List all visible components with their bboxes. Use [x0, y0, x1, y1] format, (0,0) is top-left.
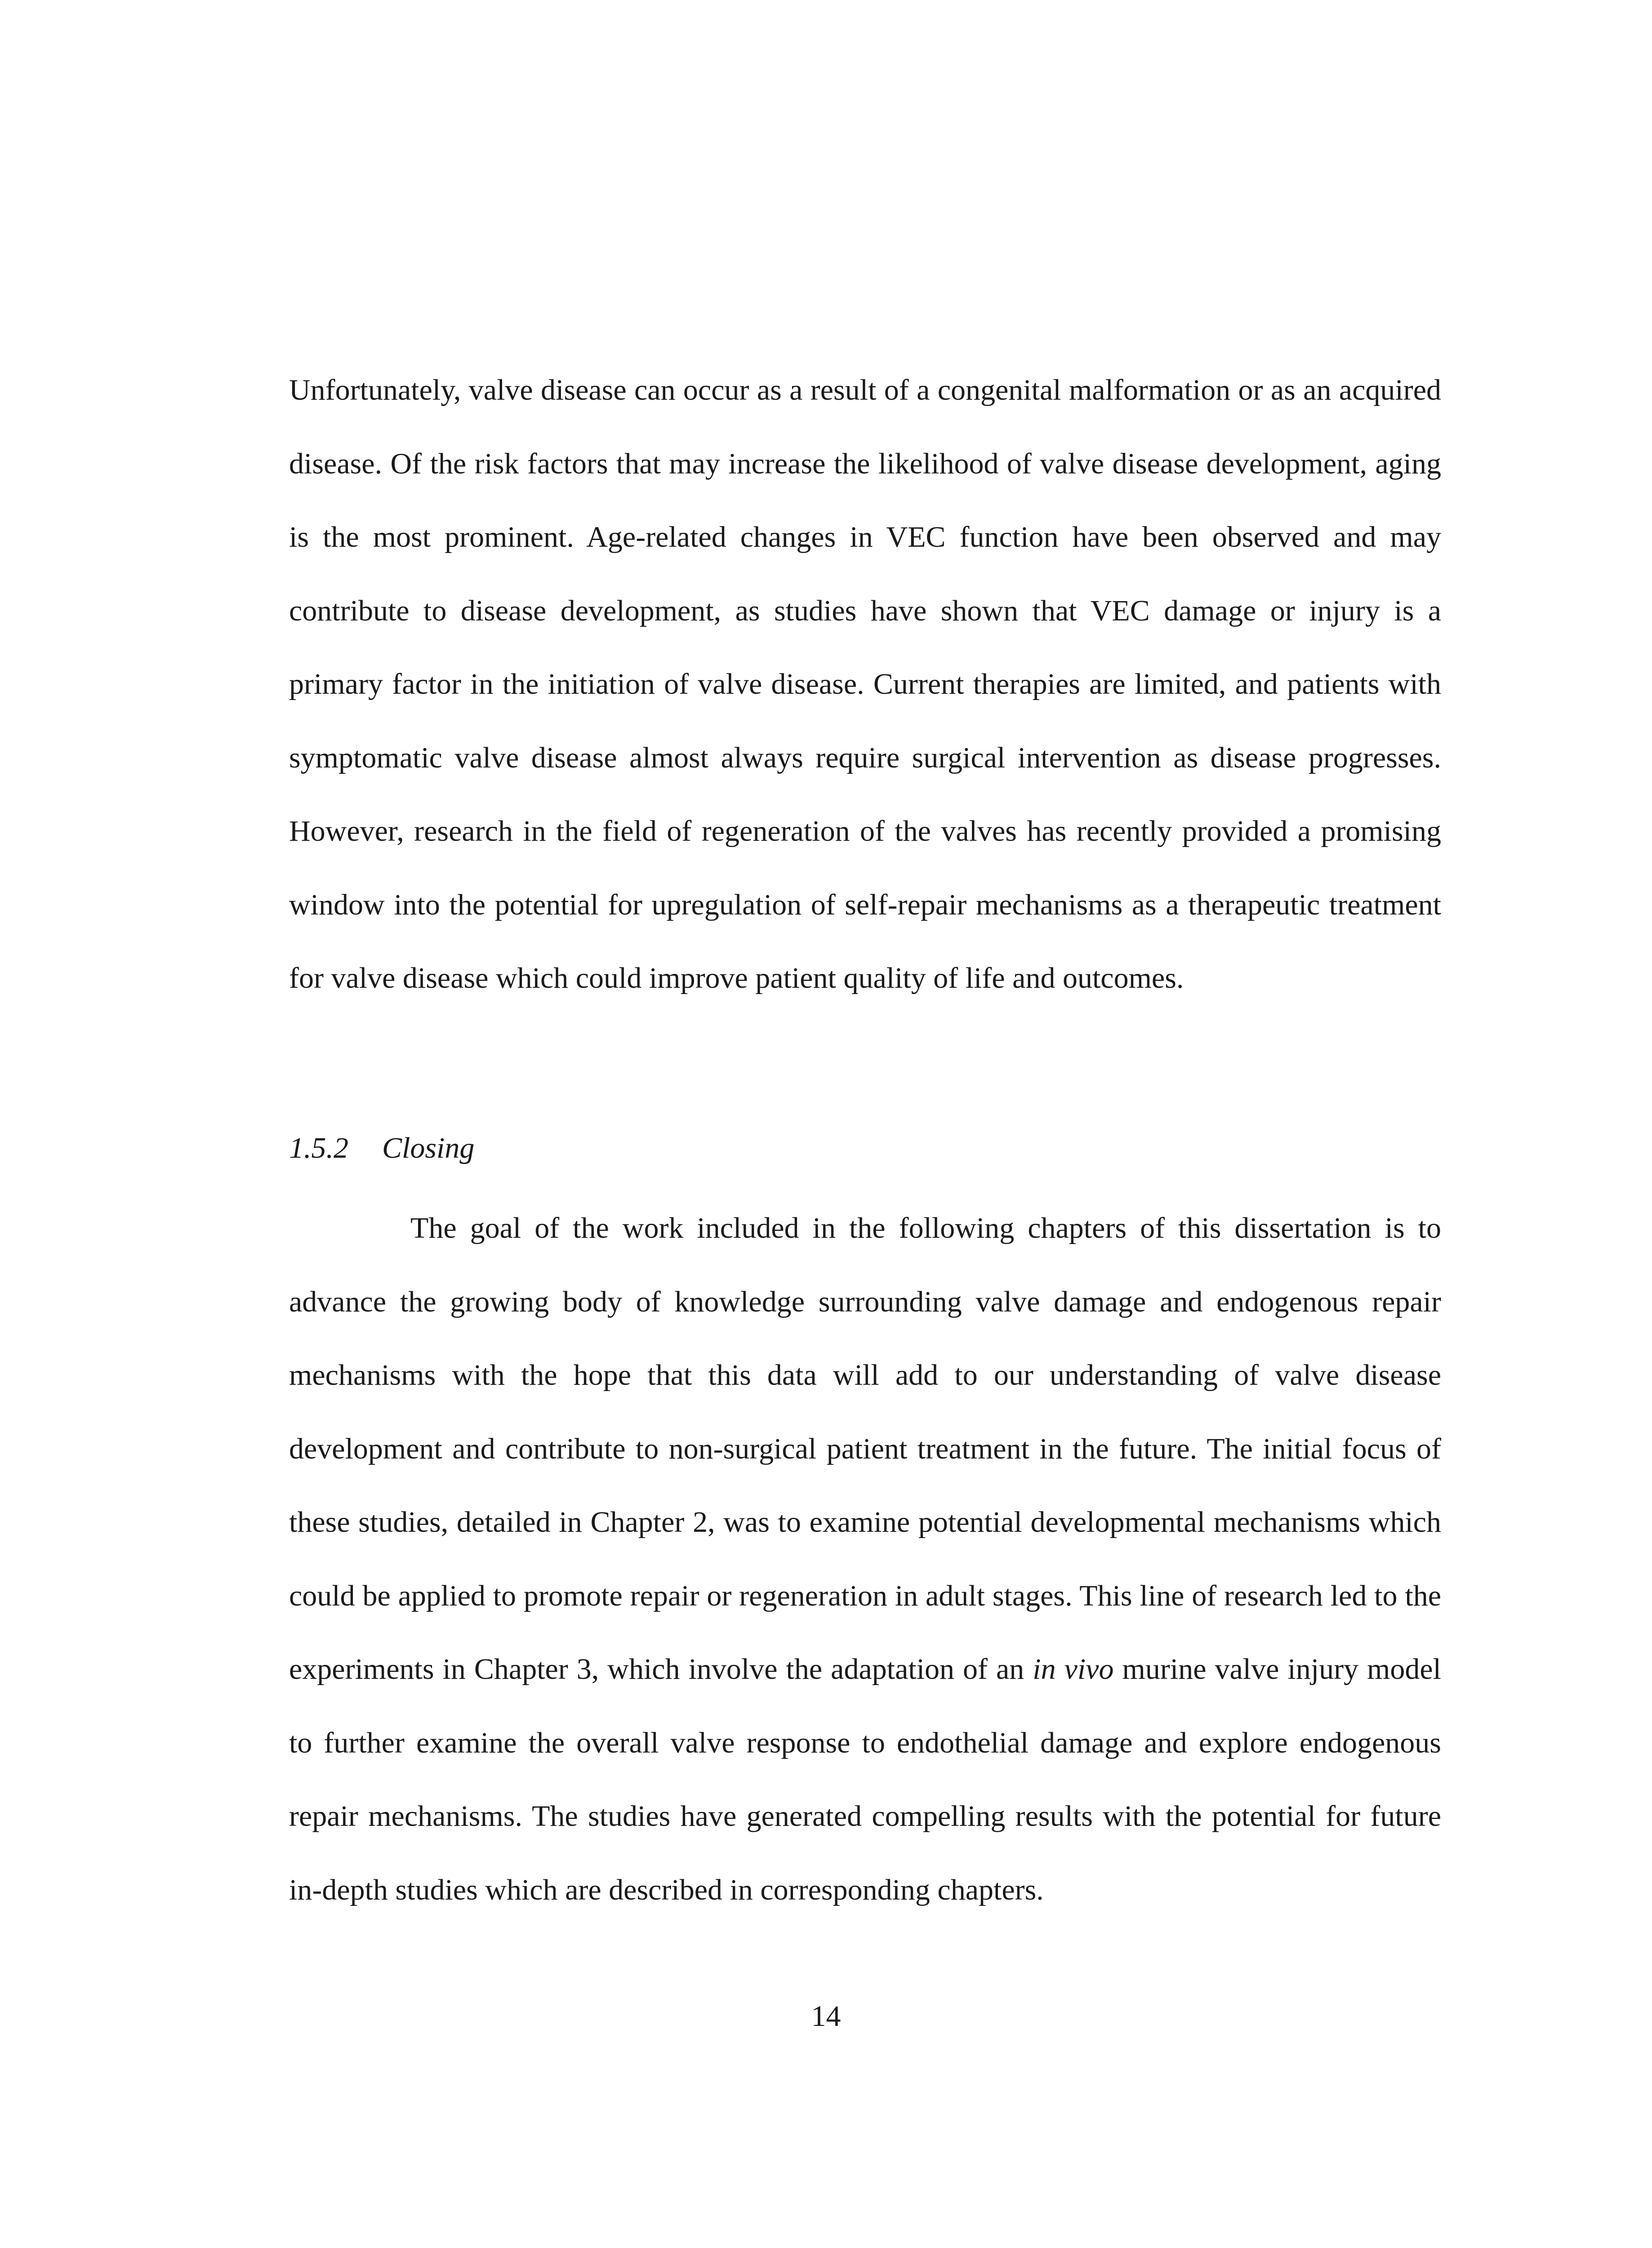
section-title: Closing [382, 1132, 475, 1164]
closing-italic-term: in vivo [1033, 1653, 1114, 1686]
body-paragraph-valve-disease: Unfortunately, valve disease can occur as a result of a congenital malformation or as an acquired disease. Of the risk factors that may increase the likelihood of valve disease development, aging is the most prominent. Age-related changes in VEC function have been observed and may contribute to disease development, as studies have shown that VEC damage or injury is a primary factor in the initiation of valve disease. Current therapies are limited, and patients with symptomatic valve disease almost always require surgical intervention as disease progresses. However, research in the field of regeneration of the valves has recently provided a promising window into the potential for upregulation of self-repair mechanisms as a therapeutic treatment for valve disease which could improve patient quality of life and outcomes. [289, 374, 1441, 995]
closing-text-part-2: murine valve injury model to further examine the overall valve response to endothelial damage and explore endogenous repair mechanisms. The studies have generated compelling results with the potential for future in-depth studies which are described in corresponding chapters. [289, 1653, 1442, 1906]
body-paragraph-closing [289, 1191, 1441, 1927]
page-number: 14 [811, 2000, 841, 2033]
section-number: 1.5.2 [289, 1132, 348, 1164]
section-heading [289, 1126, 474, 1171]
closing-text-part-1: The goal of the work included in the following chapters of this dissertation is to advance the growing body of knowledge surrounding valve damage and endogenous repair mechanisms with the hope that this data will add to our understanding of valve disease development and contribute to non-surgical patient treatment in the future. The initial focus of these studies, detailed in Chapter 2, was to examine potential developmental mechanisms which could be applied to promote repair or regeneration in adult stages. This line of research led to the experiments in Chapter 3, which involve the adaptation of an [289, 1212, 1441, 1686]
